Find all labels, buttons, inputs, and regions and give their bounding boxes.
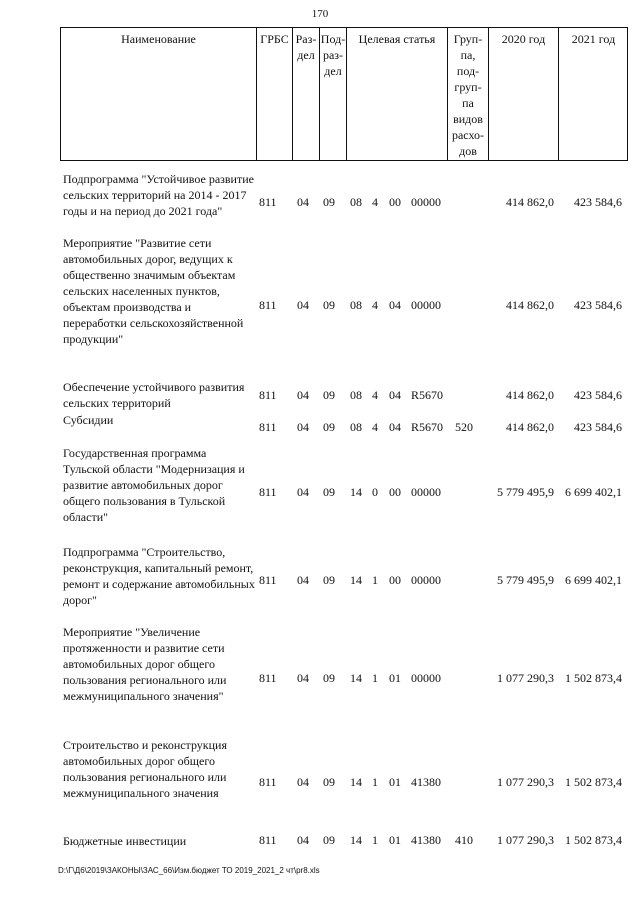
cell-target-code: 00000	[411, 485, 441, 499]
cell-2020: 414 862,0	[506, 298, 554, 312]
cell-2020: 414 862,0	[506, 420, 554, 434]
cell-podrazdel: 09	[323, 420, 335, 434]
cell-2020: 1 077 290,3	[497, 775, 554, 789]
header-2021: 2021 год	[571, 32, 616, 46]
cell-target-measure: 04	[389, 388, 401, 402]
header-razdel: Раз- дел	[295, 32, 317, 62]
cell-target-program: 14	[350, 833, 362, 847]
cell-razdel: 04	[297, 671, 309, 685]
cell-2021: 423 584,6	[574, 388, 622, 402]
cell-razdel: 04	[297, 388, 309, 402]
cell-target-program: 14	[350, 775, 362, 789]
column-divider	[256, 27, 257, 161]
cell-target-subprogram: 4	[372, 420, 378, 434]
cell-2021: 1 502 873,4	[565, 775, 622, 789]
cell-target-program: 14	[350, 573, 362, 587]
cell-2020: 1 077 290,3	[497, 671, 554, 685]
cell-target-code: R5670	[411, 420, 444, 434]
column-divider	[558, 27, 559, 161]
cell-grbs: 811	[259, 298, 277, 312]
row-name: Мероприятие "Увеличение протяженности и развитие сети автомобильных дорог общего пользования регионального или межмуниципального значения"	[63, 625, 227, 703]
cell-grbs: 811	[259, 573, 277, 587]
cell-target-program: 08	[350, 388, 362, 402]
cell-target-subprogram: 4	[372, 388, 378, 402]
cell-2020: 414 862,0	[506, 388, 554, 402]
cell-grbs: 811	[259, 420, 277, 434]
cell-podrazdel: 09	[323, 388, 335, 402]
cell-target-measure: 00	[389, 195, 401, 209]
cell-2021: 6 699 402,1	[565, 573, 622, 587]
file-path-footer: D:\Г\Д6\2019\ЗАКОНЫ\ЗАС_66\Изм.бюджет ТО 2019_2021_2 чт\pr8.xls	[58, 866, 320, 875]
row-name: Государственная программа Тульской области "Модернизация и развитие автомобильных дорог общего пользования в Тульской области"	[63, 446, 245, 524]
cell-podrazdel: 09	[323, 298, 335, 312]
cell-target-measure: 00	[389, 573, 401, 587]
row-name: Субсидии	[63, 413, 114, 427]
cell-target-program: 14	[350, 671, 362, 685]
cell-2021: 1 502 873,4	[565, 671, 622, 685]
cell-target-subprogram: 4	[372, 298, 378, 312]
cell-expense-group: 520	[455, 420, 473, 434]
page-number: 170	[311, 8, 329, 20]
cell-target-program: 08	[350, 298, 362, 312]
cell-2020: 5 779 495,9	[497, 485, 554, 499]
cell-target-measure: 01	[389, 671, 401, 685]
row-name: Мероприятие "Развитие сети автомобильных дорог, ведущих к общественно значимым объектам сельских населенных пунктов, объектам производства и переработки сельскохозяйственной продукции"	[63, 236, 244, 346]
cell-target-code: 00000	[411, 573, 441, 587]
cell-podrazdel: 09	[323, 671, 335, 685]
cell-target-code: 00000	[411, 671, 441, 685]
cell-podrazdel: 09	[323, 485, 335, 499]
cell-grbs: 811	[259, 195, 277, 209]
cell-target-code: 41380	[411, 775, 441, 789]
cell-2021: 1 502 873,4	[565, 833, 622, 847]
header-2020: 2020 год	[501, 32, 546, 46]
cell-target-measure: 04	[389, 420, 401, 434]
cell-target-measure: 04	[389, 298, 401, 312]
cell-target-code: R5670	[411, 388, 444, 402]
cell-razdel: 04	[297, 775, 309, 789]
cell-target-subprogram: 1	[372, 833, 378, 847]
cell-grbs: 811	[259, 671, 277, 685]
cell-2020: 5 779 495,9	[497, 573, 554, 587]
cell-target-code: 41380	[411, 833, 441, 847]
cell-2021: 423 584,6	[574, 195, 622, 209]
cell-target-code: 00000	[411, 195, 441, 209]
cell-podrazdel: 09	[323, 195, 335, 209]
cell-2020: 1 077 290,3	[497, 833, 554, 847]
header-expense-group: Груп- па, под- груп- па видов расхо- дов	[451, 32, 485, 158]
row-name: Строительство и реконструкция автомобильных дорог общего пользования регионального или межмуниципального значения	[63, 738, 227, 800]
cell-podrazdel: 09	[323, 833, 335, 847]
row-name: Бюджетные инвестиции	[63, 834, 187, 848]
cell-target-program: 08	[350, 195, 362, 209]
header-podrazdel: Под- раз- дел	[320, 32, 346, 78]
cell-grbs: 811	[259, 485, 277, 499]
header-name: Наименование	[121, 32, 196, 46]
cell-target-subprogram: 4	[372, 195, 378, 209]
cell-target-measure: 01	[389, 775, 401, 789]
cell-2021: 423 584,6	[574, 298, 622, 312]
cell-target-measure: 01	[389, 833, 401, 847]
column-divider	[488, 27, 489, 161]
cell-grbs: 811	[259, 833, 277, 847]
cell-razdel: 04	[297, 485, 309, 499]
cell-target-subprogram: 0	[372, 485, 378, 499]
cell-2021: 423 584,6	[574, 420, 622, 434]
cell-2020: 414 862,0	[506, 195, 554, 209]
header-grbs: ГРБС	[260, 32, 289, 46]
cell-target-subprogram: 1	[372, 671, 378, 685]
cell-grbs: 811	[259, 775, 277, 789]
cell-target-program: 14	[350, 485, 362, 499]
cell-razdel: 04	[297, 573, 309, 587]
cell-razdel: 04	[297, 195, 309, 209]
cell-target-measure: 00	[389, 485, 401, 499]
cell-target-subprogram: 1	[372, 573, 378, 587]
cell-2021: 6 699 402,1	[565, 485, 622, 499]
cell-razdel: 04	[297, 420, 309, 434]
cell-podrazdel: 09	[323, 775, 335, 789]
header-target-article: Целевая статья	[358, 32, 436, 46]
cell-target-program: 08	[350, 420, 362, 434]
cell-expense-group: 410	[455, 833, 473, 847]
row-name: Подпрограмма "Устойчивое развитие сельских территорий на 2014 - 2017 годы и на период до 2021 года"	[63, 172, 254, 218]
row-name: Обеспечение устойчивого развития сельских территорий	[63, 380, 245, 410]
column-divider	[346, 27, 347, 161]
cell-razdel: 04	[297, 298, 309, 312]
cell-target-subprogram: 1	[372, 775, 378, 789]
row-name: Подпрограмма "Строительство, реконструкция, капитальный ремонт, ремонт и содержание автомобильных дорог"	[63, 545, 255, 607]
cell-razdel: 04	[297, 833, 309, 847]
cell-grbs: 811	[259, 388, 277, 402]
cell-target-code: 00000	[411, 298, 441, 312]
cell-podrazdel: 09	[323, 573, 335, 587]
